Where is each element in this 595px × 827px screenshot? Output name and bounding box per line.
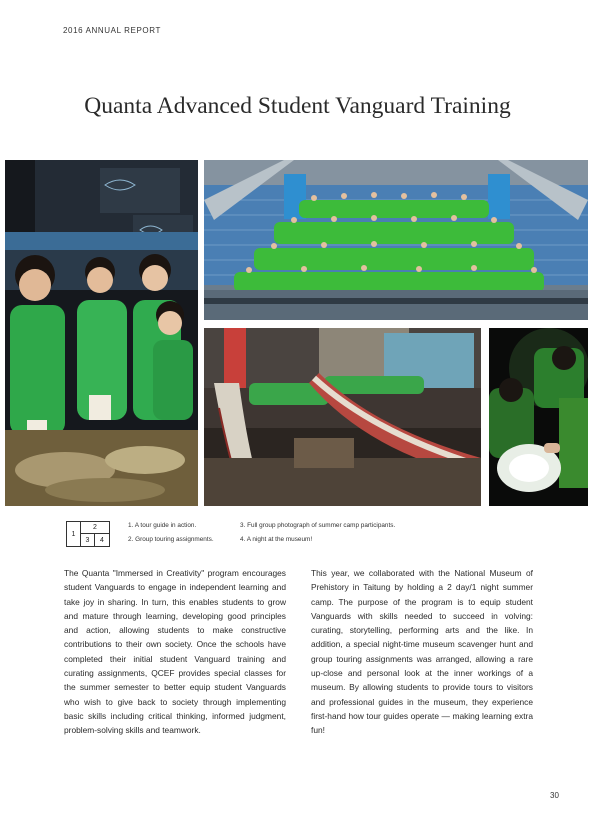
caption-2: 2. Group touring assignments. <box>128 536 214 543</box>
photo-tour-guide <box>5 160 198 506</box>
figure-key-grid <box>66 521 110 547</box>
caption-4: 4. A night at the museum! <box>240 536 313 543</box>
caption-3: 3. Full group photograph of summer camp participants. <box>240 522 396 529</box>
photo-museum-canoes <box>204 328 481 506</box>
caption-1: 1. A tour guide in action. <box>128 522 197 529</box>
body-text-right-column: This year, we collaborated with the National Museum of Prehistory in Taitung by holding a 2 day/1 night summer camp. The purpose of the program is to equip student Vanguards with skills needed to succeed in volving: curating, storytelling, performing arts and the like. In addition, a special night-time museum scavenger hunt and group touring assignments was arranged, allowing a rare up-close and personal look at the inner workings of a museum. By allowing students to provide tours to visitors and professional guides in the museum, they experience first-hand how tour guides operate — making learning extra fun! <box>311 568 533 736</box>
photo-group-stairs <box>204 160 588 320</box>
body-text-left-column: The Quanta "Immersed in Creativity" program encourages student Vanguards to engage in independent learning and take joy in sharing. In turn, this enables students to grow and mature through learning, developing good principles and action, allowing students to make constructive contributions to their own society. Once the schools have completed their initial student Vanguard training and curating assignments, QCEF provides special classes for the summer semester to better equip student Vanguards who wish to give back to society through implementing basic skills including critical thinking, informed judgment, problem-solving skills and teamwork. <box>64 568 286 736</box>
running-head: 2016 ANNUAL REPORT <box>63 26 161 35</box>
figure-key-cell-4: 4 <box>100 536 104 544</box>
page-number: 30 <box>550 791 559 800</box>
figure-key-cell-1: 1 <box>67 522 81 546</box>
figure-key-cell-3: 3 <box>81 534 95 546</box>
page-title: Quanta Advanced Student Vanguard Training <box>84 93 511 119</box>
photo-night-museum <box>489 328 588 506</box>
figure-key-cell-2: 2 <box>81 522 109 534</box>
